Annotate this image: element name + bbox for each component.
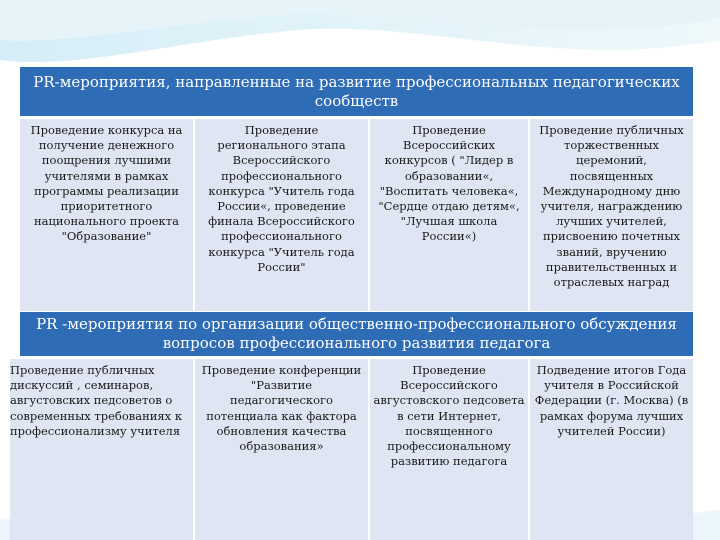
section1-cell: Проведение Всероссийских конкурсов ( "Лидер в образовании«, "Воспитать человека«, "Сердце отдаю детям«, "Лучшая школа России«) [370,119,530,311]
section2-row [10,359,693,540]
section2-title: PR -мероприятия по организации общественно-профессионального обсуждения вопросов профессионального развития педагога [36,315,677,352]
section1-title: PR-мероприятия, направленные на развитие профессиональных педагогических сообществ [33,72,680,110]
section1-cell: Проведение конкурса на получение денежного поощрения лучшими учителями в рамках программы реализации приоритетного национального проекта "Образование" [20,119,195,311]
section1-row [20,119,693,311]
content-table [10,67,693,540]
section1-header [20,67,693,116]
section2-cell: Проведение Всероссийского августовского педсовета в сети Интернет, посвященного профессиональному развитию педагога [370,359,530,540]
section1-cell: Проведение публичных торжественных церемоний, посвященных Международному дню учителя, награждению лучших учителей, присвоению почетных званий, вручению правительственных и отраслевых наград [539,123,684,290]
section2-cell: Проведение конференции "Развитие педагогического потенциала как фактора обновления качества образования» [195,359,370,540]
section1-cell: Проведение регионального этапа Всероссийского профессионального конкурса "Учитель года России«, проведение финала Всероссийского профессионального конкурса "Учитель года России" [195,119,370,311]
section2-header [20,312,693,356]
section2-cell: Проведение публичных дискуссий , семинаров, августовских педсоветов о современных требованиях к профессионализму учителя [10,359,195,540]
section2-cell: Подведение итогов Года учителя в Российской Федерации (г. Москва) (в рамках форума лучших учителей России) [534,363,689,438]
